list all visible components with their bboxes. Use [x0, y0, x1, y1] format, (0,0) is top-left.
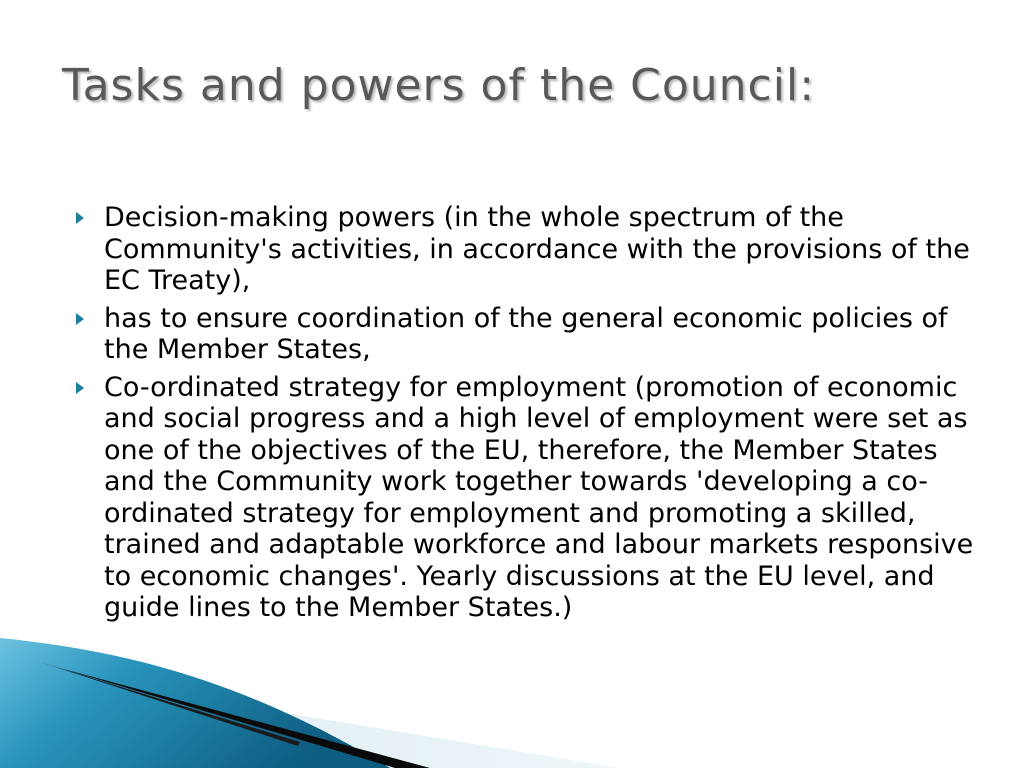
triangle-bullet-icon: [76, 313, 84, 325]
bullet-text: Co-ordinated strategy for employment (promotion of economic and social progress and a high level of employment were set as one of the objectives of the EU, therefore, the Member States and the Community work together towards 'developing a co-ordinated strategy for employment and promoting a skilled, trained and adaptable workforce and labour markets responsive to economic changes'. Yearly discussions at the EU level, and guide lines to the Member States.): [104, 371, 974, 623]
decorative-wave-graphic: [0, 638, 1024, 768]
triangle-bullet-icon: [76, 212, 84, 224]
bullet-text: has to ensure coordination of the general economic policies of the Member States,: [104, 302, 948, 365]
bullet-text: Decision-making powers (in the whole spectrum of the Community's activities, in accordance with the provisions of the EC Treaty),: [104, 202, 970, 296]
slide-title: Tasks and powers of the Council:: [62, 60, 816, 111]
triangle-bullet-icon: [76, 382, 84, 394]
bullet-list: [76, 202, 976, 630]
list-item: [76, 372, 976, 624]
list-item: [76, 303, 976, 366]
list-item: [76, 202, 976, 297]
